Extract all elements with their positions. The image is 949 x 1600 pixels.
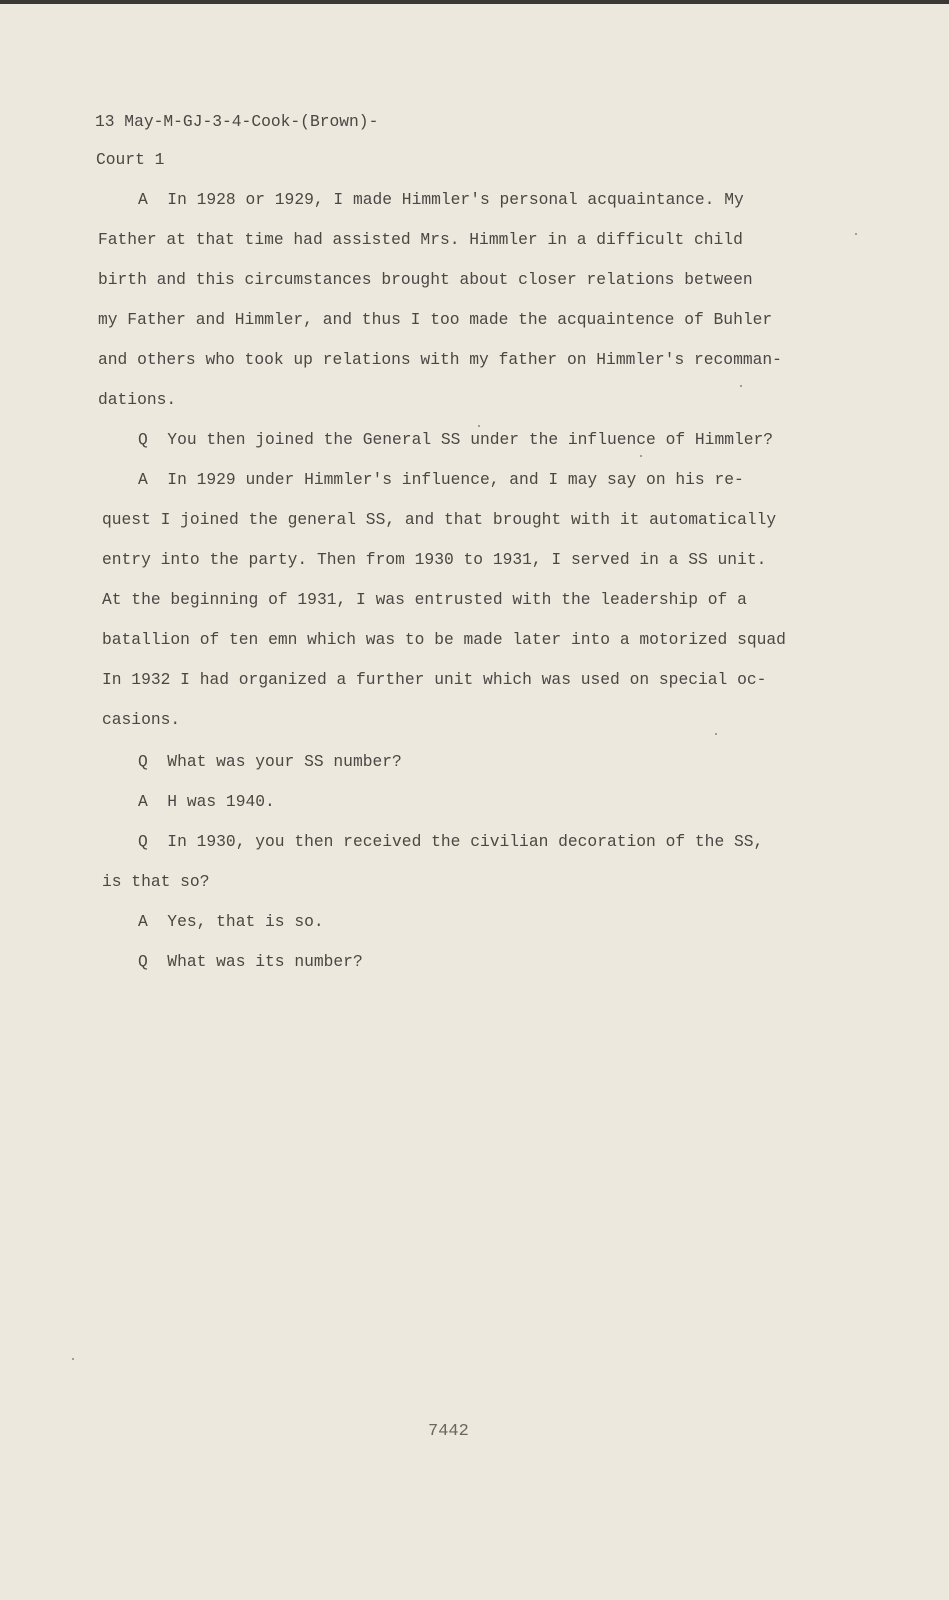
transcript-line: my Father and Himmler, and thus I too made the acquaintence of Buhler: [98, 310, 773, 329]
document-header: 13 May-M-GJ-3-4-Cook-(Brown)-: [95, 112, 379, 131]
transcript-line: casions.: [102, 710, 181, 729]
scan-edge: [0, 0, 949, 4]
paper-speck: [715, 733, 717, 735]
transcript-line-answer: A In 1928 or 1929, I made Himmler's personal acquaintance. My: [138, 190, 744, 209]
transcript-line: Father at that time had assisted Mrs. Himmler in a difficult child: [98, 230, 743, 249]
transcript-line: is that so?: [102, 872, 210, 891]
transcript-line-answer: A In 1929 under Himmler's influence, and I may say on his re-: [138, 470, 744, 489]
transcript-line-question: Q What was your SS number?: [138, 752, 402, 771]
transcript-line: batallion of ten emn which was to be made later into a motorized squad: [102, 630, 786, 649]
transcript-line: and others who took up relations with my father on Himmler's recomman-: [98, 350, 782, 369]
paper-speck: [640, 455, 642, 457]
transcript-line-question: Q In 1930, you then received the civilian decoration of the SS,: [138, 832, 764, 851]
page-number: 7442: [428, 1422, 469, 1441]
paper-speck: [740, 385, 742, 387]
transcript-line: At the beginning of 1931, I was entrusted with the leadership of a: [102, 590, 747, 609]
transcript-line: dations.: [98, 390, 177, 409]
transcript-line-answer: A H was 1940.: [138, 792, 275, 811]
court-label: Court 1: [96, 150, 165, 169]
transcript-line: entry into the party. Then from 1930 to 1931, I served in a SS unit.: [102, 550, 767, 569]
transcript-line: birth and this circumstances brought about closer relations between: [98, 270, 753, 289]
paper-speck: [72, 1358, 74, 1360]
paper-speck: [478, 425, 480, 427]
paper-speck: [855, 233, 857, 235]
transcript-line-question: Q You then joined the General SS under the influence of Himmler?: [138, 430, 774, 449]
transcript-line-answer: A Yes, that is so.: [138, 912, 324, 931]
transcript-line-question: Q What was its number?: [138, 952, 363, 971]
transcript-line: quest I joined the general SS, and that brought with it automatically: [102, 510, 777, 529]
transcript-line: In 1932 I had organized a further unit which was used on special oc-: [102, 670, 767, 689]
